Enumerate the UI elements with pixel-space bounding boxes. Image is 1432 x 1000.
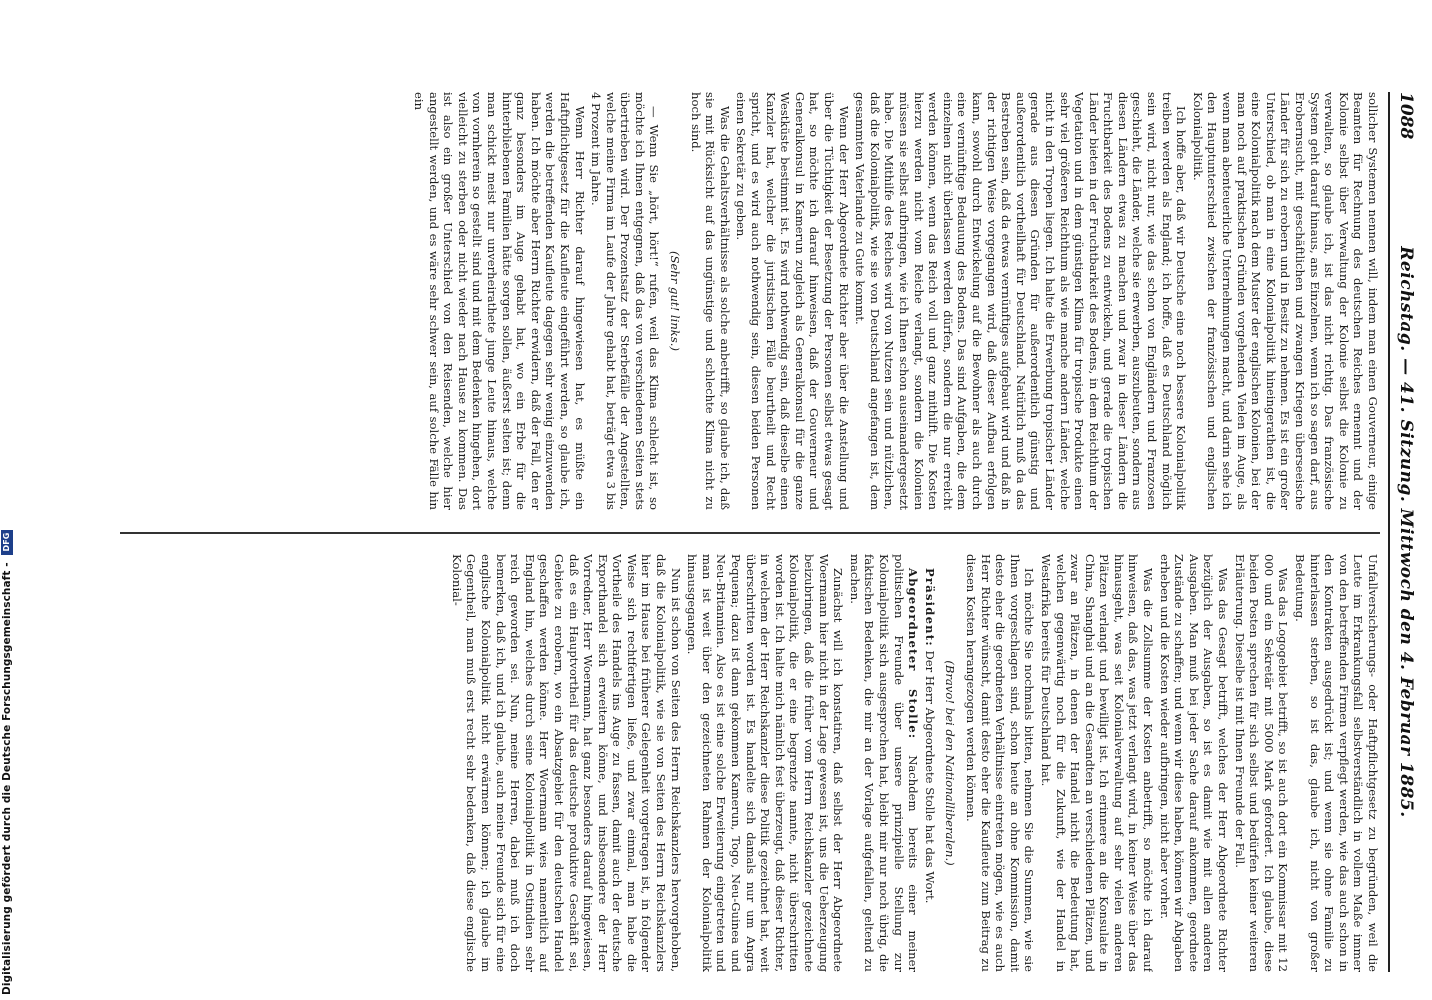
body-paragraph: Ich hoffe aber, daß wir Deutsche eine noch bessere Kolonialpolitik treiben werden als England; ich hoffe, daß es Deutschland möglich sein wird, nicht nur, wie das schon von Engländern und Franzosen geschieht, die Länder, welche sie erwerben, auszubeuten, sondern aus diesen Ländern etwas zu machen und zwar in dieser Ländern die Fruchtbarkeit des Bodens zu entwickeln, und gerade die tropischen Länder bieten in der Fruchtbarkeit des Bodens, in dem Reichthum der Vegetation und in dem günstigen Klima für tropische Produkte einen sehr viel größeren Reichthum als wie manche andern Länder, welche nicht in den Tropen liegen. Ich halte die Erwerbung tropischer Länder gerade aus diesen Gründen für außerordentlich günstig und außerordentlich vortheilhaft für Deutschland. Natürlich muß da das Bestreben sein, daß da etwas vernünftiges aufgebaut wird und daß in der richtigen Weise vorgegangen wird, daß dieser Aufbau erfolgen kann, sowohl durch Entwickelung auf die Bewohner als auch durch eine vernünftige Bedauung des Bodens. Das sind Aufgaben, die dem einzelnen nicht überlassen werden dürfen, sondern die nur erreicht werden können, wenn das Reich voll und ganz mithilft. Die Kosten hierzu werden nicht vom Reiche verlangt, sondern die Kolonien müssen sie selbst aufbringen, wie ich Ihnen schon auseinandergesetzt habe. Die Mithilfe des Reiches wird von Nutzen sein und nützlichen, daß die Kolonialpolitik, wie sie von Deutschland angefangen ist, dem gesammten Vaterlande zu Gute kommt. [853,92,1189,510]
body-paragraph: — Wenn Sie „hört, hört!“ rufen, weil das Klima schlecht ist, so möchte ich Ihnen entgegnen, daß das von verschiedenen Seiten stets übertrieben wird. Der Prozentsatz der Sterbefälle der Angestellten, welche meine Firma im Laufe der Jahre gehabt hat, beträgt etwa 3 bis 4 Prozent im Jahre. [589,92,662,510]
credit-text: Digitalisierung gefördert durch die Deutsche Forschungsgemeinschaft - [1,562,13,995]
speaker-name: Präsident: [922,568,937,647]
header-rule [1388,92,1390,972]
body-paragraph: Nun ist schon von Seiten des Herrn Reichskanzlers hervorgehoben, daß die Kolonialpolitik, wie sie von Seiten des Herrn Reichskanzlers hier im Hause bei früherer Gelegenheit vorgetragen ist, in folgender Weise sich rechtfertigen ließe, und zwar einmal, man habe die Vortheile des Handels ins Auge zu fassen, damit auch der deutsche Exporthandel sich erweitern könne, und insbesondere der Herr Vorredner, Herr Woermann, hat ganz besonders darauf hingewiesen, daß es ein Hauptvortheil für das deutsche produktive Geschäft sei, Gebiete zu erobern, wo ein Absatzgebiet für den deutschen Handel geschaffen werden könne. Herr Woermann wies namentlich auf England hin, welches durch seine Kolonialpolitik in Ostindien sehr reich geworden sei. Nun, meine Herren, dabei muß ich doch bemerken, daß ich, und ich glaube, auch meine Freunde sich für eine englische Kolonialpolitik nicht erwärmen können; ich glaube im Gegentheil, man muß erst recht sehr bedenken, daß diese englische Kolonial- [449,554,683,972]
stage-direction: (Bravo! bei den Nationalliberalen.) [943,660,958,866]
body-paragraph: Zunächst will ich konstatiren, daß selbst der Herr Abgeordnete Woermann hier nicht in der Lage gewesen ist, uns die Ueberzeugung beizubringen, daß die früher vom Herrn Reichskanzler gezeichnete Kolonialpolitik, die er eine begrenzte nannte, nicht überschritten worden ist. Ich halte mich nämlich fest überzeugt, daß dieser Richter, in welchem der Herr Reichskanzler diese Politik gezeichnet hat, weit überschritten worden ist. Es handelte sich damals nur um Angra Pequena; dazu ist dann gekommen Kamerun, Togo, Neu-Guinea und Neu-Britannien. Also es ist eine solche Erweiterung eingetreten und man ist weit über den gezeichneten Rahmen der Kolonialpolitik hinausgegangen. [685,554,846,972]
digitization-credit-strip [0,0,14,1000]
body-paragraph: Was die Gehaltsverhältnisse als solche anbetrifft, so glaube ich, daß sie mit Rücksicht auf das ungünstige und schlechte Klima nicht zu hoch sind. [688,92,732,510]
digitization-credit [1,530,13,995]
page-number: 1088 [1396,92,1416,140]
printed-page-rotated [110,92,1420,972]
body-paragraph: Was das Logogebiet betrifft, so ist auch dort ein Kommissar mit 12 000 und ein Sekretär mit 5000 Mark gefordert. Ich glaube, diese beiden Posten sprechen für sich selbst und bedürfen keiner weiteren Erläuterung. Dieselbe ist mit Ihnen Freunde der Fall. [1232,554,1291,972]
dfg-logo-icon: DFG [1,530,13,555]
left-column [120,92,1380,510]
body-paragraph: Wenn Herr Richter darauf hingewiesen hat, es müßte ein Haftpflichtgesetz für die Kaufleute eingeführt werden, so glaube ich, werden die betreffenden Kaufleute dagegen sehr wenig einzuwenden haben. Ich möchte aber Herrn Richter erwidern, daß der Fall, den er ganz besonders im Auge gehabt hat, wo ein Erbe für die hinterbliebenen Familien hätte sorgen sollen, äußerst selten ist; denn man schickt meist nur unverheirathete junge Leute hinaus, welche von vornherein so gestellt sind und mit dem Bedenken hingehen, dort vielleicht zu sterben oder nicht wieder nach Hause zu kommen. Das ist also ein großer Unterschied von den Reisenden, welche hier angestellt werden, und es wäre sehr schwer sein, auf solche Fälle hin ein [412,92,587,510]
speaker-name: Abgeordneter Stolle: [906,568,921,740]
body-paragraph: Unfallversicherungs- oder Haftpflichtgesetz zu begründen, weil die Leute im Erkrankungsfall selbstverständlich in vollem Maße immer von den betreffenden Firmen verpflegt werden, wie das auch schon in den Kontrakten ausgedrückt ist; und wenn sie ohne Familie zu hinterlassen sterben, so ist das, glaube ich, nicht von großer Bedeutung. [1293,554,1380,972]
speech-text: Der Herr Abgeordnete Stolle hat das Wort. [922,650,937,904]
body-paragraph: Was das Gesagt betrifft, welches der Herr Abgeordnete Richter bezüglich der Ausgaben, so ist es damit wie mit allen anderen Ausgaben. Man muß bei jeder Sache darauf ankommen, geordnete Zustände zu schaffen; und wenn wir diese haben, können wir Abgaben erheben und die Kosten wieder aufbringen, nicht aber vorher. [1157,554,1231,972]
speaker-paragraph [922,554,937,972]
body-paragraph: Wenn der Herr Abgeordnete Richter aber über die Anstellung und über die Tüchtigkeit der Besetzung der Personen selbst etwas gesagt hat, so möchte ich darauf hinweisen, daß der Gouverneur und Generalkonsul in Kamerun zugleich als Generalkonsul für die ganze Westküste bestimmt ist. Es wird nothwendig sein, daß dieselbe einen Kanzler hat, welcher die juristischen Fälle beurtheilt und Recht spricht, und es wird auch nothwendig sein, diesen beiden Personen einen Sekretär zu geben. [734,92,851,510]
body-paragraph: sollicher Systemen nennen will, indem man einen Gouverneur, einige Beamten für Rechnung des deutschen Reiches ernennt und der Kolonie selbst über Verwaltung der Kolonie selbst die Kolonie zu verwalten, so glaube ich, ist das nicht richtig. Das französische System geht darauf hinaus, ans Einzelnen, wenn ich so sagen darf, aus Erobernsucht, mit geschäftlichen und zwangen Kriegen überseeische Länder für sich zu erobern und in Besitz zu nehmen. Es ist ein großer Unterschied, ob man in eine Kolonialpolitik hineingerathen ist, die eine Kolonialpolitik nach dem Muster der englischen Kolonien, bei der man noch auf praktischen Gründen vorgehenden Vielen im Auge, als wenn man abenteuerliche Unternehmungen macht, und darin sehe ich den Hauptunterschied zwischen der französischen und englischen Kolonialpolitik. [1190,92,1380,510]
text-columns [120,92,1380,972]
stage-direction: (Sehr gut! links.) [668,251,683,351]
body-paragraph: Ich möchte Sie nochmals bitten, nehmen Sie die Summen, wie sie Ihnen vorgeschlagen sind, schon heute an ohne Kommission, damit desto eher die geordneten Verhältnisse eintreten mögen, wie es auch Herr Richter wünscht, damit desto eher die Kaufleute zum Beitrag zu diesen Kosten herangezogen werden können. [963,554,1037,972]
page-title: Reichstag. — 41. Sitzung. Mittwoch den 4. Februar 1885. [1396,246,1416,818]
page-header [1390,92,1420,972]
body-paragraph: Was die Zollsumme der Kosten anbetrifft, so möchte ich darauf hinweisen, daß das, was jetzt verlangt wird, in keiner Weise über das hinausgeht, was seit Kolonialverwaltung auf sehr vielen anderen Plätzen verlangt und bewilligt ist. Ich erinnere an die Konsulate in China, Shanghai und an die Gesandten an verschiedenen Plätzen, und zwar an Plätzen, in denen der Handel nicht die Bedeutung hat, welchen gegenwärtig noch für die Zukunft, wie der Handel in Westafrika bereits für Deutschland hat. [1038,554,1156,972]
column-divider [120,532,1380,534]
right-column [120,554,1380,972]
speech-text: Nachdem bereits einer meiner politischen Freunde über unsere prinzipielle Stellung zur Kolonialpolitik sich ausgesprochen hat, bleibt mir nur noch übrig, die faktischen Bedenken, die mir an der Vorlage aufgefallen, geltend zu machen. [847,554,921,972]
speaker-paragraph [847,554,920,972]
